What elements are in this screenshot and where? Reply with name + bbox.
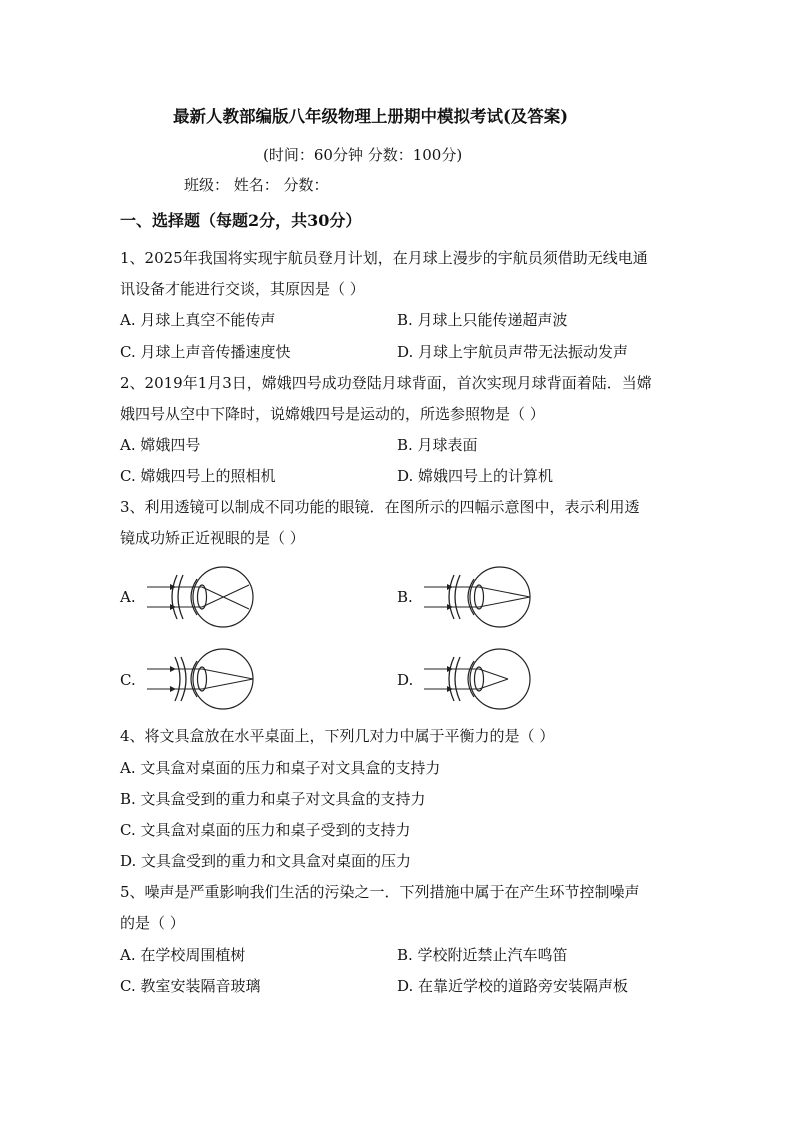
eye-diagram-b: [422, 565, 537, 629]
question-4-option-b: B. 文具盒受到的重力和桌子对文具盒的支持力: [120, 790, 426, 808]
exam-meta: (时间：60分钟 分数：100分): [263, 146, 463, 164]
question-1-option-a: A. 月球上真空不能传声: [120, 311, 276, 329]
question-3-stem-line-2: 镜成功矫正近视眼的是（ ）: [120, 529, 305, 547]
question-4-option-c: C. 文具盒对桌面的压力和桌子受到的支持力: [120, 821, 411, 839]
question-5-option-a: A. 在学校周围植树: [120, 946, 246, 964]
question-2-option-d: D. 嫦娥四号上的计算机: [397, 467, 554, 485]
question-4-option-d: D. 文具盒受到的重力和文具盒对桌面的压力: [120, 852, 412, 870]
question-5-stem-line-2: 的是（ ）: [120, 914, 185, 932]
question-2-option-c: C. 嫦娥四号上的照相机: [120, 467, 276, 485]
question-2-stem-line-1: 2、2019年1月3日，嫦娥四号成功登陆月球背面，首次实现月球背面着陆．当嫦: [120, 374, 652, 392]
eye-diagram-d: [422, 647, 537, 711]
question-3-option-c-label: C.: [120, 671, 136, 689]
question-1-stem-line-2: 讯设备才能进行交谈，其原因是（ ）: [120, 280, 365, 298]
question-2-stem-line-2: 娥四号从空中下降时，说嫦娥四号是运动的，所选参照物是（ ）: [120, 405, 545, 423]
question-3-option-d-label: D.: [397, 671, 414, 689]
question-5-option-d: D. 在靠近学校的道路旁安装隔声板: [397, 977, 629, 995]
student-fields: 班级： 姓名： 分数：: [184, 176, 329, 194]
question-1-option-d: D. 月球上宇航员声带无法振动发声: [397, 343, 629, 361]
question-5-option-b: B. 学校附近禁止汽车鸣笛: [397, 946, 568, 964]
question-2-option-a: A. 嫦娥四号: [120, 436, 201, 454]
question-4-stem-line-1: 4、将文具盒放在水平桌面上，下列几对力中属于平衡力的是（ ）: [120, 727, 555, 745]
section-heading: 一、选择题（每题2分，共30分）: [120, 211, 362, 230]
question-3-option-a-label: A.: [120, 588, 136, 606]
eye-diagram-c: [145, 647, 260, 711]
question-3-option-b-label: B.: [397, 588, 413, 606]
question-1-stem-line-1: 1、2025年我国将实现宇航员登月计划，在月球上漫步的宇航员须借助无线电通: [120, 249, 648, 267]
question-5-stem-line-1: 5、噪声是严重影响我们生活的污染之一．下列措施中属于在产生环节控制噪声: [120, 883, 640, 901]
question-1-option-b: B. 月球上只能传递超声波: [397, 311, 568, 329]
eye-diagram-a: [145, 565, 260, 629]
question-4-option-a: A. 文具盒对桌面的压力和桌子对文具盒的支持力: [120, 759, 441, 777]
question-1-option-c: C. 月球上声音传播速度快: [120, 343, 291, 361]
question-3-stem-line-1: 3、利用透镜可以制成不同功能的眼镜．在图所示的四幅示意图中，表示利用透: [120, 498, 640, 516]
question-5-option-c: C. 教室安装隔音玻璃: [120, 977, 261, 995]
exam-title: 最新人教部编版八年级物理上册期中模拟考试(及答案): [173, 107, 569, 126]
question-2-option-b: B. 月球表面: [397, 436, 478, 454]
